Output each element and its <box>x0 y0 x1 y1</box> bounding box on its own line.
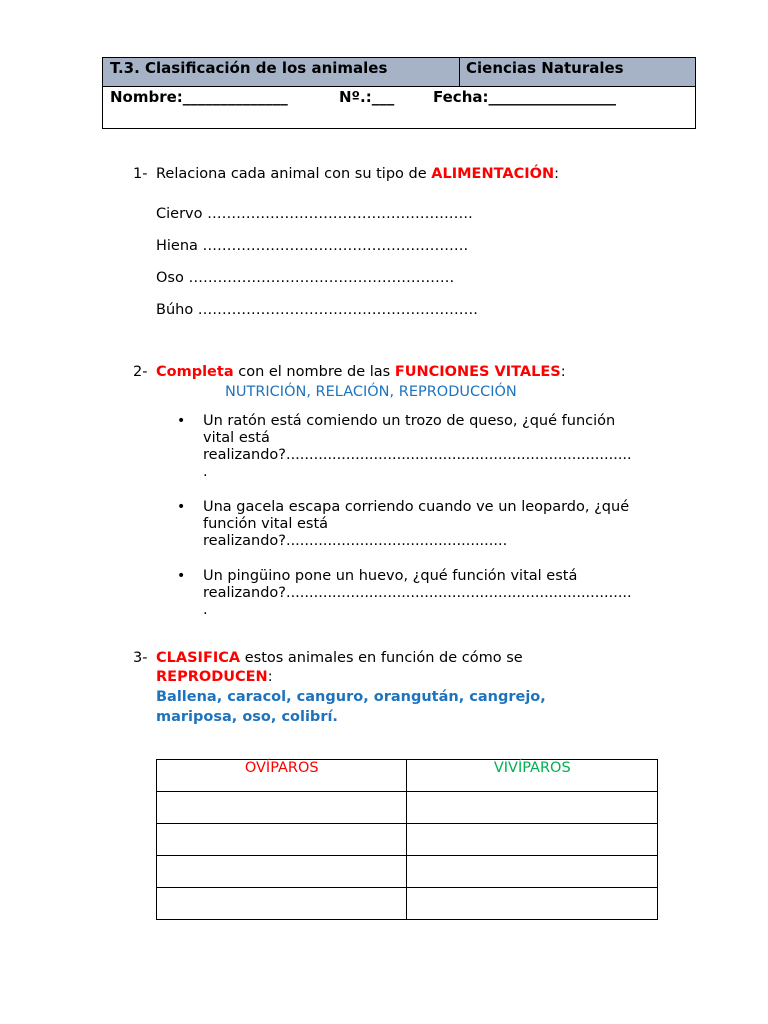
oviparos-label: OVÍPAROS <box>244 760 319 776</box>
q3-prompt-line2 <box>156 669 273 686</box>
table-cell[interactable] <box>157 856 407 888</box>
table-cell[interactable] <box>157 792 407 824</box>
table-row <box>157 824 658 856</box>
q2-bullet1-line4: . <box>203 464 208 480</box>
q3-number: 3- <box>133 650 148 666</box>
q3-highlight-reproducen: REPRODUCEN <box>156 669 268 685</box>
table-cell[interactable] <box>157 888 407 920</box>
col-viviparos <box>407 760 658 792</box>
table-cell[interactable] <box>407 824 658 856</box>
q2-text: con el nombre de las <box>233 364 395 380</box>
name-field[interactable]: Nombre:______________ <box>110 88 288 106</box>
date-field[interactable]: Fecha:_________________ <box>433 88 617 106</box>
q1-item-ciervo[interactable]: Ciervo ………………………………………………. <box>156 206 473 222</box>
q2-bullet2-line2: función vital está <box>203 516 329 532</box>
q2-highlight-completa: Completa <box>156 364 234 380</box>
q2-number: 2- <box>133 364 148 380</box>
q2-bullet3-answer[interactable]: realizando?........................................................................... <box>203 585 632 601</box>
q2-bullet1-line1: Un ratón está comiendo un trozo de queso, ¿qué función <box>203 413 616 429</box>
q3-animals-line2: mariposa, oso, colibrí. <box>156 709 338 725</box>
q1-item-hiena[interactable]: Hiena ………………………………………………. <box>156 238 469 254</box>
header-divider <box>459 58 460 87</box>
bullet-icon: • <box>177 568 186 584</box>
bullet-icon: • <box>177 499 186 515</box>
q2-bullet3-line1: Un pingüino pone un huevo, ¿qué función vital está <box>203 568 578 584</box>
q2-highlight-funciones: FUNCIONES VITALES <box>394 364 561 380</box>
header-title-row <box>103 58 695 87</box>
number-field[interactable]: Nº.:___ <box>339 88 395 106</box>
q3-colon: : <box>267 669 273 685</box>
unit-title: T.3. Clasificación de los animales <box>110 59 388 77</box>
q2-bullet1-line2: vital está <box>203 430 270 446</box>
table-row <box>157 888 658 920</box>
viviparos-label: VIVÍPAROS <box>493 760 571 776</box>
q2-bullet2-answer[interactable]: realizando?................................................ <box>203 533 508 549</box>
table-row <box>157 856 658 888</box>
table-cell[interactable] <box>157 824 407 856</box>
q1-prompt <box>156 166 559 183</box>
q3-animals-line1: Ballena, caracol, canguro, orangután, cangrejo, <box>156 689 546 705</box>
q2-prompt <box>156 364 566 381</box>
q2-colon: : <box>560 364 566 380</box>
q3-text: estos animales en función de cómo se <box>240 650 523 666</box>
table-cell[interactable] <box>407 792 658 824</box>
subject-label: Ciencias Naturales <box>466 59 624 77</box>
q2-bullet3-line3: . <box>203 602 208 618</box>
q2-options: NUTRICIÓN, RELACIÓN, REPRODUCCIÓN <box>225 384 517 400</box>
table-cell[interactable] <box>407 888 658 920</box>
classification-table <box>156 759 658 920</box>
q2-bullet2-line1: Una gacela escapa corriendo cuando ve un leopardo, ¿qué <box>203 499 630 515</box>
table-cell[interactable] <box>407 856 658 888</box>
q1-text: Relaciona cada animal con su tipo de <box>156 166 432 182</box>
col-oviparos <box>157 760 407 792</box>
table-header-row <box>157 760 658 792</box>
q1-highlight: ALIMENTACIÓN <box>431 166 555 182</box>
table-row <box>157 792 658 824</box>
q1-number: 1- <box>133 166 148 182</box>
q3-prompt-line1 <box>156 650 523 667</box>
q1-item-buho[interactable]: Búho …………………………………………………. <box>156 302 478 318</box>
q1-item-oso[interactable]: Oso ………………………………………………. <box>156 270 455 286</box>
q1-colon: : <box>554 166 559 182</box>
bullet-icon: • <box>177 413 186 429</box>
q3-highlight-clasifica: CLASIFICA <box>156 650 241 666</box>
q2-bullet1-answer[interactable]: realizando?........................................................................... <box>203 447 632 463</box>
worksheet-header <box>102 57 696 129</box>
